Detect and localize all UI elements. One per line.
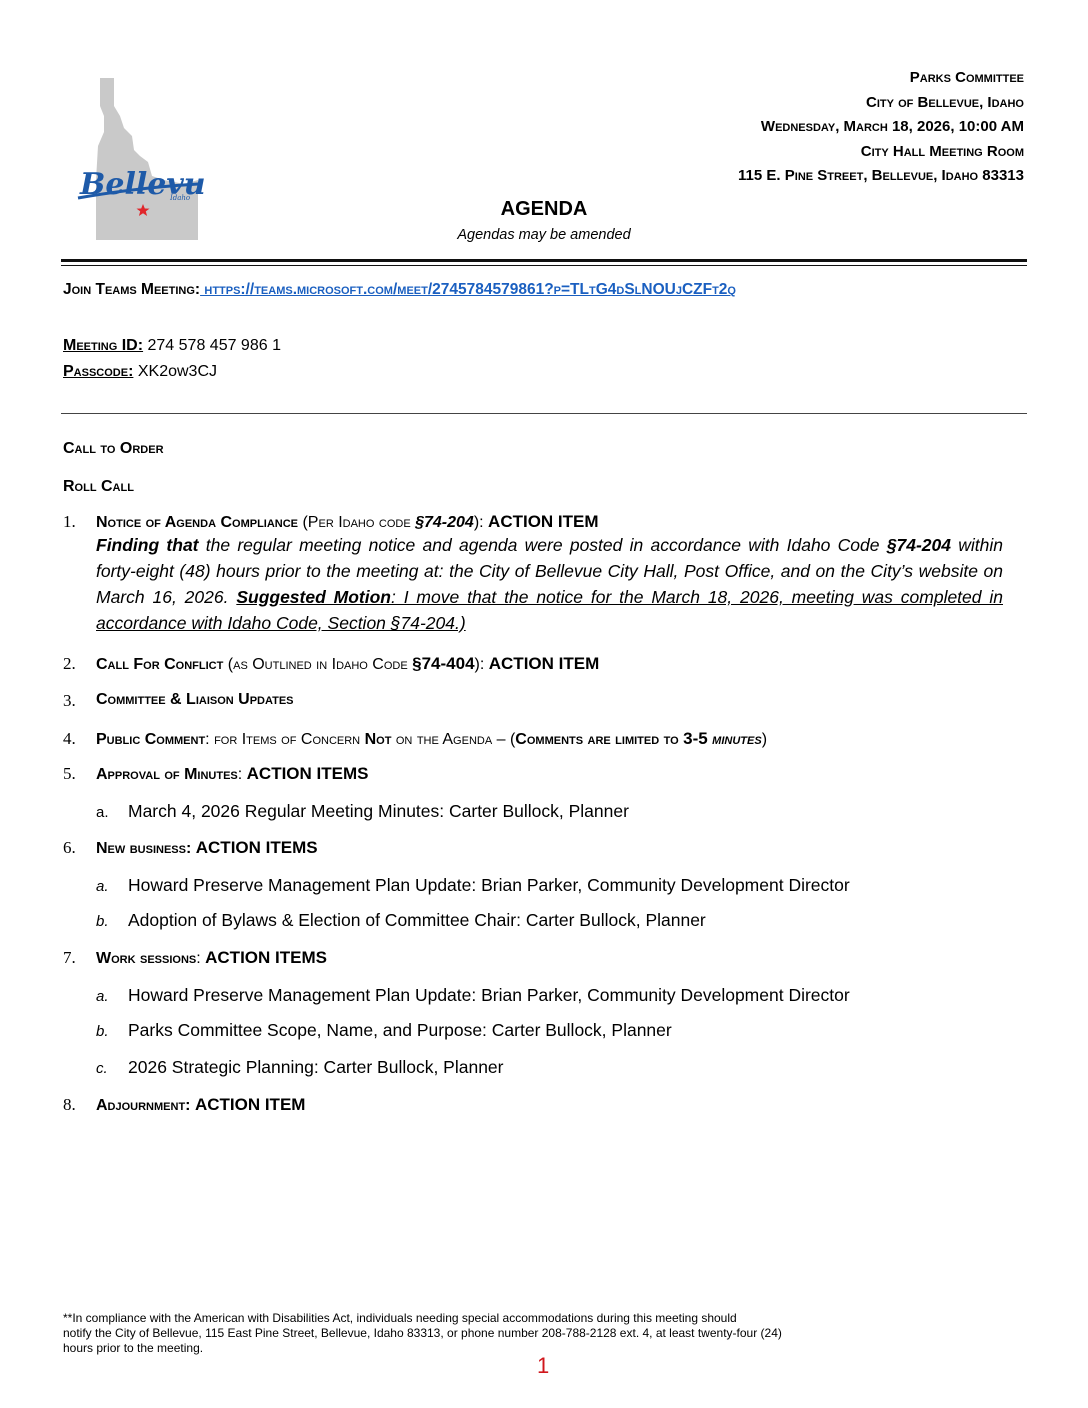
item-text: : for Items of Concern [205, 731, 365, 748]
meeting-address: 115 E. Pine Street, Bellevue, Idaho 83313 [738, 167, 1024, 184]
sub-item [96, 875, 850, 896]
page-number: 1 [537, 1353, 550, 1378]
item-emphasis: Not [364, 731, 392, 748]
header-divider [61, 259, 1027, 266]
item-number: 1. [63, 512, 76, 531]
sub-item-text: Adoption of Bylaws & Election of Committee Chair: Carter Bullock, Planner [128, 910, 706, 930]
item-code: §74-204 [415, 514, 474, 531]
item-number: 5. [63, 764, 76, 783]
sub-item-letter: a. [96, 988, 109, 1005]
agenda-item-6 [63, 838, 1003, 858]
sub-item-text: Parks Committee Scope, Name, and Purpose: Carter Bullock, Planner [128, 1020, 672, 1040]
city-name: City of Bellevue, Idaho [865, 93, 1024, 111]
committee-name: Parks Committee [909, 69, 1024, 86]
agenda-item-7 [63, 948, 1003, 968]
item-title: Notice of Agenda Compliance [96, 514, 299, 531]
sub-item-text: 2026 Strategic Planning: Carter Bullock, Planner [128, 1057, 504, 1077]
teams-meeting-link[interactable]: https://teams.microsoft.com/meet/2745784579861?p=TLtG4dSlNOUjCZFt2q [200, 281, 736, 298]
item-separator: : [237, 766, 247, 783]
limit-label: Comments are limited to [515, 731, 684, 748]
finding-code: §74-204 [886, 535, 951, 555]
ada-notice-line-3: hours prior to the meeting. [63, 1341, 204, 1355]
sub-item-letter: a. [96, 804, 109, 821]
motion-label: Suggested Motion [236, 587, 391, 607]
ada-notice-line-1: **In compliance with the American with Disabilities Act, individuals needing special accommodations during this meeting should [63, 1311, 737, 1325]
sub-item-text: Howard Preserve Management Plan Update: Brian Parker, Community Development Director [128, 875, 850, 895]
sub-item-letter: b. [96, 913, 109, 930]
item-number: 8. [63, 1095, 76, 1114]
passcode-value: XK2ow3CJ [133, 363, 217, 380]
agenda-item-5 [63, 764, 1003, 784]
agenda-item-3 [63, 691, 1003, 709]
item-code: §74-404 [412, 654, 475, 673]
item-close: ) [761, 731, 768, 748]
bellevue-wordmark: Bellevu [80, 167, 204, 202]
agenda-item-1 [63, 512, 1003, 636]
svg-text:Idaho: Idaho [170, 194, 191, 202]
limit-unit: minutes [707, 731, 762, 748]
item-reference: (as Outlined in Idaho Code [223, 656, 413, 673]
finding-text-2: within forty-eight (48) hours prior to the meeting at: the City of Bellevue City Hall, Post Office, and on the City’s website on March 16, 2026. [96, 535, 1003, 607]
action-badge: ACTION ITEMS [205, 948, 327, 967]
item-title: Call For Conflict [96, 656, 224, 673]
item-separator: : [196, 950, 206, 967]
item-title: Approval of Minutes [96, 766, 238, 783]
meeting-id-value: 274 578 457 986 1 [143, 337, 281, 354]
item-number: 7. [63, 948, 76, 967]
sub-item-letter: a. [96, 878, 109, 895]
item-number: 3. [63, 691, 76, 710]
action-badge: ACTION ITEMS [246, 764, 369, 783]
item-title: Committee & Liaison Updates [96, 691, 294, 708]
action-badge: ACTION ITEMS [195, 838, 318, 857]
item-reference-close: ): [474, 656, 489, 673]
item-reference-close: ): [473, 514, 489, 531]
sub-item [96, 910, 706, 931]
meeting-room: City Hall Meeting Room [860, 142, 1024, 160]
call-to-order: Call to Order [63, 440, 164, 457]
meeting-id-label: Meeting ID: [63, 337, 144, 354]
agenda-item-8 [63, 1095, 1003, 1115]
agenda-item-2 [63, 654, 1003, 674]
meeting-datetime: Wednesday, March 18, 2026, 10:00 AM [760, 118, 1024, 135]
teams-join-label: Join Teams Meeting: [63, 281, 201, 298]
compliance-finding [96, 532, 1003, 636]
sub-item [96, 801, 629, 822]
sub-item-letter: b. [96, 1023, 109, 1040]
action-badge: ACTION ITEM [488, 654, 600, 673]
ada-notice-line-2: notify the City of Bellevue, 115 East Pine Street, Bellevue, Idaho 83313, or phone number 208-788-2128 ext. 4, at least twenty-four (24) [63, 1326, 782, 1340]
item-number: 6. [63, 838, 76, 857]
section-divider [61, 413, 1027, 414]
sub-item [96, 1020, 672, 1041]
passcode-label: Passcode: [63, 363, 134, 380]
teams-join-line [63, 281, 736, 299]
finding-label: Finding that [96, 535, 199, 555]
action-badge: ACTION ITEM [194, 1095, 306, 1114]
ada-notice [63, 1311, 963, 1356]
limit-value: 3-5 [683, 729, 708, 748]
item-heading [96, 512, 1003, 532]
item-reference: (Per Idaho code [298, 514, 416, 531]
sub-item [96, 1057, 504, 1078]
item-number: 2. [63, 654, 76, 673]
item-text-2: on the Agenda – ( [391, 731, 516, 748]
passcode-line [63, 363, 217, 381]
item-title: Public Comment [96, 731, 206, 748]
finding-text: the regular meeting notice and agenda were posted in accordance with Idaho Code [198, 535, 887, 555]
item-number: 4. [63, 729, 76, 748]
sub-item-letter: c. [96, 1060, 108, 1077]
sub-item [96, 985, 850, 1006]
page-title: AGENDA [500, 198, 588, 220]
sub-item-text: March 4, 2026 Regular Meeting Minutes: Carter Bullock, Planner [128, 801, 629, 821]
motion-text: : I move that the notice for the March 18, 2026, meeting was completed in accordance with Idaho Code, Section §74-204.) [96, 587, 1003, 633]
sub-item-text: Howard Preserve Management Plan Update: Brian Parker, Community Development Director [128, 985, 850, 1005]
item-title: New business [96, 840, 186, 857]
action-badge: ACTION ITEM [488, 512, 599, 531]
page-subtitle: Agendas may be amended [457, 227, 631, 243]
roll-call: Roll Call [63, 478, 134, 495]
item-separator: : [185, 840, 196, 857]
meeting-id-line [63, 337, 281, 355]
agenda-item-4 [63, 729, 1003, 749]
item-separator: : [185, 1097, 195, 1114]
meeting-header [738, 66, 1024, 189]
item-title: Work sessions [96, 950, 197, 967]
item-title: Adjournment [96, 1097, 186, 1114]
